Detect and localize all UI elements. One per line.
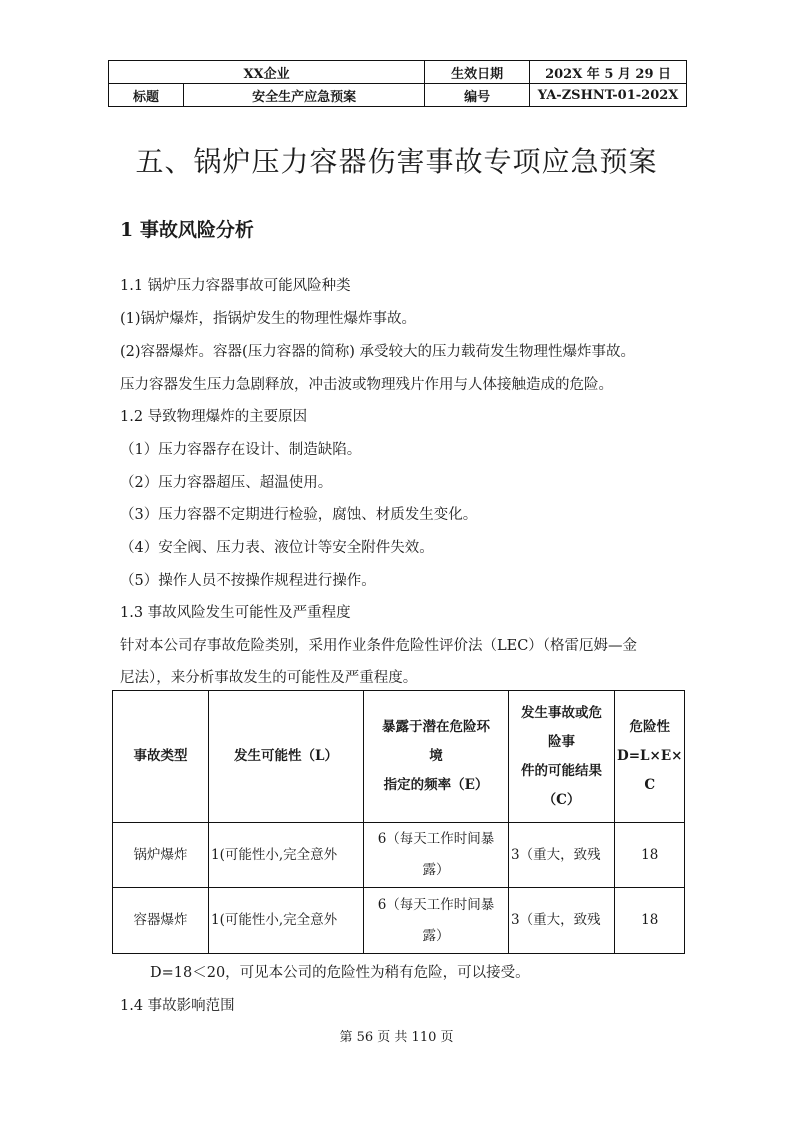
row-danger: 18 <box>615 888 685 954</box>
paragraph-1-3: 1.3 事故风险发生可能性及严重程度 <box>120 605 351 621</box>
table-row <box>113 823 685 888</box>
row-exposure: 6（每天工作时间暴 露） <box>364 823 509 888</box>
number-label: 编号 <box>425 84 530 107</box>
title-label: 标题 <box>109 84 184 107</box>
row-type: 容器爆炸 <box>113 888 209 954</box>
row-type: 锅炉爆炸 <box>113 823 209 888</box>
header-likelihood: 发生可能性（L） <box>209 691 364 823</box>
paragraph-1-4: 1.4 事故影响范围 <box>120 998 235 1014</box>
conclusion-text: D=18＜20，可见本公司的危险性为稍有危险，可以接受。 <box>150 965 530 981</box>
company-name: XX企业 <box>109 61 425 84</box>
effective-date-value: 202X 年 5 月 29 日 <box>530 61 687 84</box>
paragraph-lec-method-line2: 尼法），来分析事故发生的可能性及严重程度。 <box>120 670 418 686</box>
header-accident-type: 事故类型 <box>113 691 209 823</box>
row-likelihood: 1(可能性小,完全意外 <box>209 823 364 888</box>
cause-item-4: （4）安全阀、压力表、液位计等安全附件失效。 <box>120 540 434 556</box>
table-header-row <box>113 691 685 823</box>
section-heading-risk-analysis: 1 事故风险分析 <box>120 219 254 241</box>
cause-item-1: （1）压力容器存在设计、制造缺陷。 <box>120 442 362 458</box>
row-consequence: 3（重大，致残 <box>509 823 615 888</box>
table-row <box>113 888 685 954</box>
row-consequence: 3（重大，致残 <box>509 888 615 954</box>
cause-item-3: （3）压力容器不定期进行检验，腐蚀、材质发生变化。 <box>120 507 478 523</box>
row-likelihood: 1(可能性小,完全意外 <box>209 888 364 954</box>
paragraph-1-1: 1.1 锅炉压力容器事故可能风险种类 <box>120 278 351 294</box>
header-consequence: 发生事故或危 险事 件的可能结果 （C） <box>509 691 615 823</box>
risk-assessment-table <box>112 690 685 954</box>
cause-item-5: （5）操作人员不按操作规程进行操作。 <box>120 573 376 589</box>
row-danger: 18 <box>615 823 685 888</box>
document-header-table <box>108 60 687 107</box>
paragraph-lec-method-line1: 针对本公司存事故危险类别，采用作业条件危险性评价法（LEC）（格雷厄姆—金 <box>120 638 638 654</box>
paragraph-pressure-release: 压力容器发生压力急剧释放，冲击波或物理残片作用与人体接触造成的危险。 <box>120 377 613 393</box>
header-danger: 危险性 D=L×E× C <box>615 691 685 823</box>
paragraph-vessel-explosion: (2)容器爆炸。容器(压力容器的简称) 承受较大的压力载荷发生物理性爆炸事故。 <box>120 344 635 360</box>
page-footer: 第 56 页 共 110 页 <box>339 1030 454 1045</box>
document-title: 五、锅炉压力容器伤害事故专项应急预案 <box>135 145 658 178</box>
header-exposure: 暴露于潜在危险环 境 指定的频率（E） <box>364 691 509 823</box>
title-value: 安全生产应急预案 <box>184 84 425 107</box>
cause-item-2: （2）压力容器超压、超温使用。 <box>120 475 333 491</box>
row-exposure: 6（每天工作时间暴 露） <box>364 888 509 954</box>
paragraph-boiler-explosion: (1)锅炉爆炸，指锅炉发生的物理性爆炸事故。 <box>120 311 417 327</box>
effective-date-label: 生效日期 <box>425 61 530 84</box>
number-value: YA-ZSHNT-01-202X <box>530 84 687 107</box>
paragraph-1-2: 1.2 导致物理爆炸的主要原因 <box>120 409 308 425</box>
